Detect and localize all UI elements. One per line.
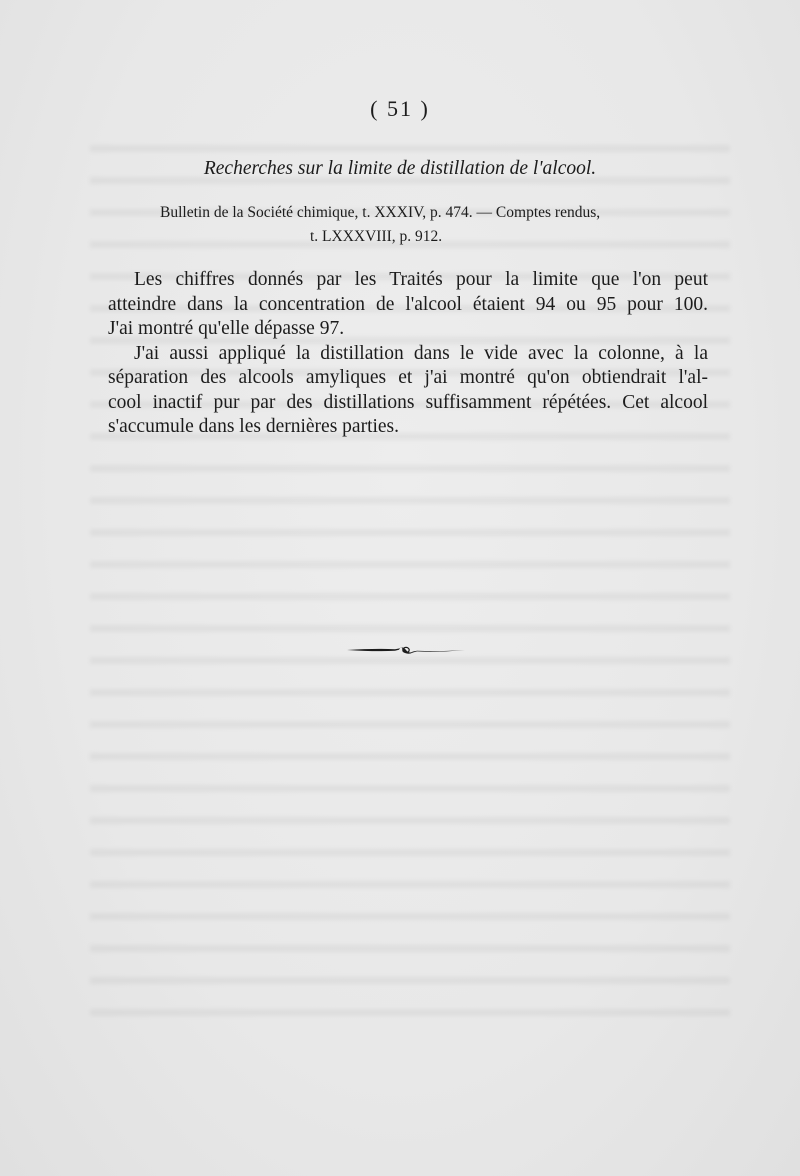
ornament-divider-icon xyxy=(345,642,467,658)
page-number: ( 51 ) xyxy=(370,96,430,121)
body-text xyxy=(108,268,708,440)
show-through-texture xyxy=(90,120,730,1040)
text-line: séparation des alcools amyliques et j'ai montré qu'on obtiendrait l'al- xyxy=(108,367,708,388)
reference-line: t. LXXXVIII, p. 912. xyxy=(310,228,443,245)
text-line: Les chiffres donnés par les Traités pour la limite que l'on peut xyxy=(134,269,708,290)
text-line: s'accumule dans les dernières parties. xyxy=(108,416,400,437)
text-line: atteindre dans la concentration de l'alcool étaient 94 ou 95 pour 100. xyxy=(108,293,708,315)
text-line: J'ai aussi appliqué la distillation dans le vide avec la colonne, à la xyxy=(134,342,708,364)
reference-line: Bulletin de la Société chimique, t. XXXIV, p. 474. — Comptes rendus, xyxy=(160,204,601,221)
text-line: J'ai montré qu'elle dépasse 97. xyxy=(108,318,345,339)
bibliographic-reference xyxy=(160,201,660,249)
section-title: Recherches sur la limite de distillation de l'alcool. xyxy=(203,158,597,179)
text-line: cool inactif pur par des distillations suffisamment répétées. Cet alcool xyxy=(108,391,708,413)
